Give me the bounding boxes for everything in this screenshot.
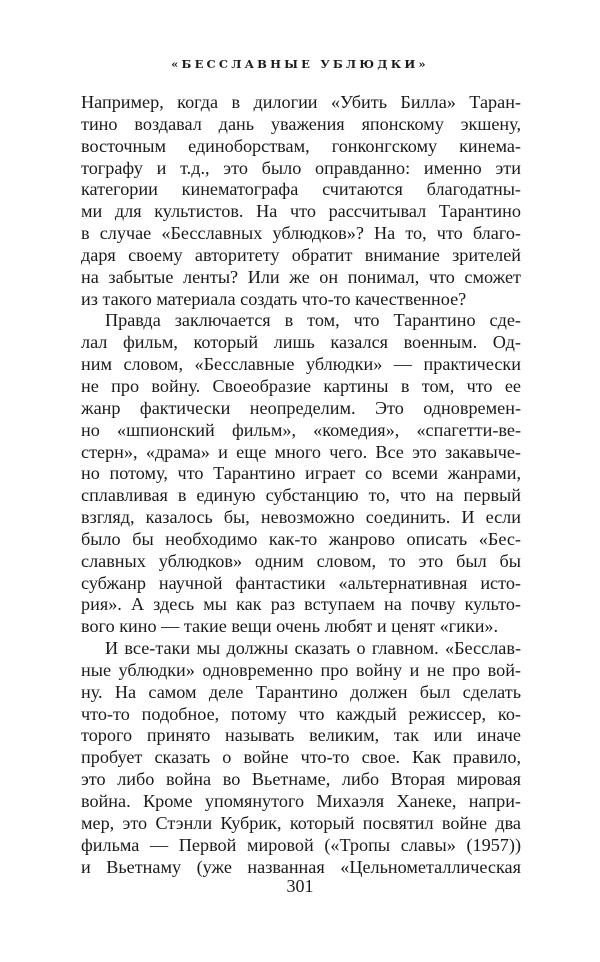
text-line xyxy=(81,616,521,638)
text-line xyxy=(81,485,521,507)
text-line-content: стерн», «драма» и еще много чего. Все это закавыче- xyxy=(81,441,521,462)
text-line-content: на забытые ленты? Или же он понимал, что сможет xyxy=(81,266,521,287)
text-line-content: что-то подобное, потому что каждый режиссер, ко- xyxy=(81,703,521,724)
text-line xyxy=(81,310,521,332)
text-line-content: тино воздавал дань уважения японскому экшену, xyxy=(81,113,521,134)
text-line-content: но потому, что Тарантино играет со всеми жанрами, xyxy=(81,463,521,484)
text-line-content: в случае «Бесславных ублюдков»? На то, что благо- xyxy=(81,223,521,244)
text-line-content: пробует сказать о войне что-то свое. Как правило, xyxy=(81,747,521,768)
text-line-content: даря своему авторитету обратит внимание зрителей xyxy=(81,244,521,265)
text-line xyxy=(81,747,521,769)
text-line-content: тографу и т.д., это было оправданно: именно эти xyxy=(81,157,521,178)
text-line-content: сплавливая в единую субстанцию то, что на первый xyxy=(81,485,521,506)
text-line xyxy=(81,769,521,791)
text-line-content: жанр фактически неопределим. Это одновремен- xyxy=(81,397,521,418)
text-line-content: но «шпионский фильм», «комедия», «спагетти-ве- xyxy=(81,419,521,440)
text-line-content: было бы необходимо как-то жанрово описать «Бес- xyxy=(81,528,521,549)
text-line xyxy=(81,420,521,442)
text-line xyxy=(81,376,521,398)
text-line xyxy=(81,442,521,464)
text-line xyxy=(81,660,521,682)
text-line xyxy=(81,289,521,311)
text-line-content: не про войну. Своеобразие картины в том, что ее xyxy=(81,375,521,396)
text-line-content: взгляд, казалось бы, невозможно соединить. И если xyxy=(81,507,521,528)
text-line-content: мер, это Стэнли Кубрик, который посвятил войне два xyxy=(81,812,521,833)
text-line-content: Правда заключается в том, что Тарантино сде- xyxy=(105,310,521,331)
text-line xyxy=(81,398,521,420)
text-line xyxy=(81,92,521,114)
text-line-content: фильма — Первой мировой («Тропы славы» (1957)) xyxy=(81,834,521,855)
text-line-content: Например, когда в дилогии «Убить Билла» Таран- xyxy=(81,92,521,112)
text-line xyxy=(81,201,521,223)
text-line xyxy=(81,529,521,551)
text-line-content: вого кино — такие вещи очень любят и ценят «гики». xyxy=(81,616,499,637)
text-line-content: славных ублюдков» одним словом, то это был бы xyxy=(81,550,521,571)
text-line-content: категории кинематографа считаются благодатны- xyxy=(81,179,521,200)
text-line xyxy=(81,573,521,595)
text-line-content: война. Кроме упомянутого Михаэля Ханеке, напри- xyxy=(81,791,521,811)
body-text xyxy=(81,92,521,878)
text-line-content: ми для культистов. На что рассчитывал Тарантино xyxy=(81,201,521,222)
text-line xyxy=(81,114,521,136)
text-line-content: это либо война во Вьетнаме, либо Вторая мировая xyxy=(81,769,521,790)
text-line xyxy=(81,507,521,529)
text-line xyxy=(81,835,521,857)
text-line xyxy=(81,267,521,289)
text-line xyxy=(81,682,521,704)
text-line-content: лал фильм, который лишь казался военным. Од- xyxy=(81,332,521,353)
text-line-content: субжанр научной фантастики «альтернативная исто- xyxy=(81,572,521,593)
text-line xyxy=(81,813,521,835)
text-line xyxy=(81,223,521,245)
text-line xyxy=(81,179,521,201)
text-line xyxy=(81,245,521,267)
text-line-content: из такого материала создать что-то качественное? xyxy=(81,288,467,309)
text-line-content: ним словом, «Бесславные ублюдки» — практически xyxy=(81,354,521,375)
text-line xyxy=(81,594,521,616)
text-line-content: и Вьетнаму (уже названная «Цельнометаллическая xyxy=(81,856,521,877)
text-line xyxy=(81,332,521,354)
text-line xyxy=(81,638,521,660)
text-line-content: ну. На самом деле Тарантино должен был сделать xyxy=(81,681,521,702)
text-line xyxy=(81,551,521,573)
text-line xyxy=(81,725,521,747)
text-line xyxy=(81,463,521,485)
text-line-content: рия». А здесь мы как раз вступаем на почву культо- xyxy=(81,594,521,615)
page-number: 301 xyxy=(286,876,314,896)
text-line-content: И все-таки мы должны сказать о главном. «Бесслав- xyxy=(105,638,521,659)
text-line-content: восточным единоборствам, гонконгскому кинема- xyxy=(81,135,521,156)
text-line xyxy=(81,791,521,813)
text-line xyxy=(81,136,521,158)
text-line xyxy=(81,158,521,180)
text-line-content: ные ублюдки» одновременно про войну и не про вой- xyxy=(81,659,521,680)
running-head: «БЕССЛАВНЫЕ УБЛЮДКИ» xyxy=(171,57,429,71)
text-line xyxy=(81,354,521,376)
text-line xyxy=(81,704,521,726)
text-line-content: торого принято называть великим, так или иначе xyxy=(81,725,521,746)
